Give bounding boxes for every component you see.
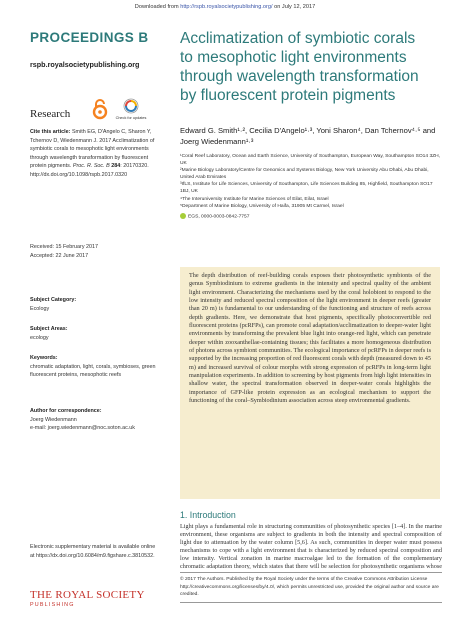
introduction-text: Light plays a fundamental role in structuring communities of photosynthetic species [1–4]. In the marine environment, these organisms are subject to gradients in both the intensity and spectral composition of light due to attenuation by the water column [5,6]. As such, communities in deeper water must possess mechanisms to cope with a light environment that is characterized by reduced spectral composition and low intensity. Vertical zonation in marine macroalgae led to the formation of the complementary chromatic adaptation theory, which states that there will be selection for photosynthetic organisms whose bbox=[180, 523, 442, 569]
affiliation: ⁴The Interuniversity Institute for Marine Sciences of Eilat, Eilat, Israel bbox=[180, 196, 329, 202]
accepted-date: Accepted: 22 June 2017 bbox=[30, 252, 89, 259]
citation-article: : 20170320. bbox=[120, 163, 149, 169]
subject-category-heading: Subject Category: bbox=[30, 297, 77, 303]
citation-text: Smith EG, D'Angelo C, Sharon Y, Tchernov D, Wiedenmann J. 2017 Acclimatization of symbiotic corals to mesophotic light environments through wavelength transformation by fluorescent protein pigments. bbox=[30, 129, 155, 169]
received-date: Received: 15 February 2017 bbox=[30, 244, 99, 250]
license-notice: © 2017 The Authors. Published by the Royal Society under the terms of the Creative Commons Attribution License http://creativecommons.org/licenses/by/4.0/, which permits unrestricted use, provided the original author and source are credited. bbox=[180, 572, 442, 603]
orcid-icon bbox=[180, 213, 186, 219]
affiliation: ¹Coral Reef Laboratory, Ocean and Earth Science, University of Southampton, European Way, Southampton SO14 3ZH, UK bbox=[180, 154, 441, 167]
section-label: Research bbox=[30, 108, 71, 120]
download-suffix: on July 12, 2017 bbox=[274, 4, 316, 10]
citation bbox=[30, 128, 158, 179]
affiliations bbox=[180, 153, 442, 220]
subject-areas bbox=[30, 325, 158, 342]
download-url-link[interactable]: http://rspb.royalsocietypublishing.org/ bbox=[180, 4, 273, 10]
citation-doi-link[interactable]: http://dx.doi.org/10.1098/rspb.2017.0320 bbox=[30, 171, 128, 178]
article-authors: Edward G. Smith¹·², Cecilia D'Angelo¹·³, Yoni Sharon⁴, Dan Tchernov⁴·⁵ and Joerg Wiedenmann¹·³ bbox=[180, 126, 436, 146]
citation-volume: 284 bbox=[111, 163, 121, 169]
abstract: The depth distribution of reef-building corals exposes their photosynthetic symbionts of the genus Symbiodinium to extreme gradients in the intensity and spectral quality of the ambient light environment. Characterizing the mechanisms used by the coral holobiont to respond to the low intensity and reduced spectral composition of the light environment in deeper reefs (greater than 20 m) is fundamental to our understanding of the functioning and structure of reefs across depth gradients. Here, we demonstrate that host pigments, specifically photoconvertible red fluorescent proteins (pcRFPs), can promote coral adaptation/acclimatization to deeper-water light environments by transforming the prevalent blue light into orange-red light, which can penetrate deeper within zooxanthellae-containing tissues; this facilitates a more homogeneous distribution of photons across symbiont communities. The ecological importance of pcRFPs in deeper reefs is supported by the increasing proportion of red fluorescent corals with depth (measured down to 45 m) and increased survival of colour morphs with strong expression of pcRFPs in long-term light manipulation experiments. In addition to screening by host pigments from high light intensities in shallow water, the spectral transformation observed in deeper-water corals highlights the importance of GFP-like protein expression as an ecological mechanism to support the functioning of the coral–Symbiodinium association across steep environmental gradients. bbox=[180, 267, 440, 499]
journal-name: PROCEEDINGS B bbox=[30, 30, 149, 45]
subject-category bbox=[30, 296, 158, 313]
check-for-updates-label: Check for updates bbox=[115, 116, 147, 120]
orcid-line bbox=[180, 213, 442, 220]
orcid-id-link[interactable]: EGS, 0000-0003-0842-7757 bbox=[188, 214, 250, 220]
subject-areas-value: ecology bbox=[30, 334, 49, 341]
royal-society-logo: THE ROYAL SOCIETY bbox=[30, 589, 145, 601]
affiliation: ⁵Department of Marine Biology, University of Haifa, 31905 Mt Carmel, Israel bbox=[180, 203, 344, 209]
open-access-icon bbox=[92, 98, 108, 120]
article-title: Acclimatization of symbiotic corals to mesophotic light environments through wavelength transformation by fluorescent protein pigments bbox=[180, 30, 419, 104]
correspondence-heading: Author for correspondence: bbox=[30, 408, 102, 414]
subject-areas-heading: Subject Areas: bbox=[30, 326, 68, 332]
keywords-value: chromatic adaptation, light, corals, symbioses, green fluorescent proteins, mesophotic reefs bbox=[30, 363, 156, 378]
download-notice bbox=[0, 4, 450, 10]
introduction-heading: 1. Introduction bbox=[180, 510, 236, 520]
affiliation: ²Marine Biology Laboratory/Centre for Genomics and Systems Biology, New York University Abu Dhabi, Abu Dhabi, United Arab Emirates bbox=[180, 168, 429, 181]
correspondence bbox=[30, 407, 158, 433]
affiliation: ³IfLS, Institute for Life Sciences, University of Southampton, Life Sciences Building 85, Highfield, Southampton SO17 1BJ, UK bbox=[180, 182, 433, 195]
subject-category-value: Ecology bbox=[30, 305, 50, 312]
correspondence-name: Joerg Wiedenmann bbox=[30, 416, 77, 423]
article-dates bbox=[30, 243, 98, 260]
keywords-heading: Keywords: bbox=[30, 355, 58, 361]
journal-site-link[interactable]: rspb.royalsocietypublishing.org bbox=[30, 60, 140, 69]
download-prefix: Downloaded from bbox=[134, 4, 179, 10]
supplementary-note: Electronic supplementary material is available online at https://dx.doi.org/10.6084/m9.figshare.c.3810532. bbox=[30, 544, 156, 559]
royal-society-publishing: PUBLISHING bbox=[30, 602, 75, 608]
keywords bbox=[30, 354, 158, 380]
citation-journal: Proc. R. Soc. B bbox=[72, 163, 110, 169]
correspondence-email-link[interactable]: e-mail: joerg.wiedenmann@noc.soton.ac.uk bbox=[30, 425, 135, 431]
citation-label: Cite this article: bbox=[30, 129, 71, 135]
